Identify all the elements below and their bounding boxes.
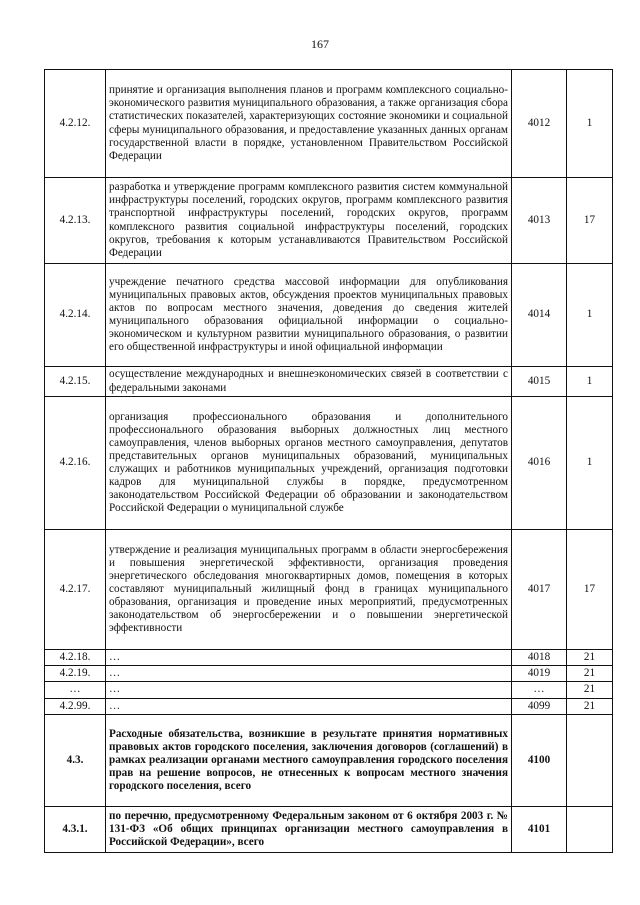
row-code: 4.2.17. [45, 530, 106, 650]
table-row [45, 666, 613, 682]
row-line-number: … [512, 682, 567, 699]
row-description: Расходные обязательства, возникшие в результате принятия нормативных правовых актов городского поселения, заключения договоров (соглашений) в рамках реализации органами местного самоуправления городского поселения прав на решение вопросов, не отнесенных к вопросам местного значения городского поселения, всего [106, 715, 512, 807]
row-count: 21 [567, 699, 613, 715]
row-count: 17 [567, 530, 613, 650]
row-code: 4.3. [45, 715, 106, 807]
row-count: 17 [567, 178, 613, 264]
row-line-number: 4016 [512, 397, 567, 530]
row-description: организация профессионального образования и дополнительного профессионального образования выборных должностных лиц местного самоуправления, членов выборных органов местного самоуправления, депутатов представительных органов муниципальных образований, муниципальных служащих и работников муниципальных учреждений, организация подготовки кадров для муниципальной службы в порядке, предусмотренном законодательством Российской Федерации об образовании и законодательством Российской Федерации о муниципальной службе [106, 397, 512, 530]
table-row [45, 715, 613, 807]
row-description: … [106, 699, 512, 715]
table-row [45, 530, 613, 650]
row-code: 4.2.16. [45, 397, 106, 530]
row-line-number: 4013 [512, 178, 567, 264]
obligations-table [44, 69, 613, 853]
row-description: осуществление международных и внешнеэкономических связей в соответствии с федеральными законами [106, 367, 512, 397]
row-description: … [106, 682, 512, 699]
row-code: 4.2.12. [45, 70, 106, 178]
row-count: 1 [567, 70, 613, 178]
row-line-number: 4017 [512, 530, 567, 650]
row-description: принятие и организация выполнения планов и программ комплексного социально-экономического развития муниципального образования, а также организация сбора статистических показателей, характеризующих состояние экономики и социальной сферы муниципального образования, и предоставление указанных данных органам государственной власти в порядке, установленном Правительством Российской Федерации [106, 70, 512, 178]
row-code: 4.2.13. [45, 178, 106, 264]
row-line-number: 4012 [512, 70, 567, 178]
table-row [45, 682, 613, 699]
row-count [567, 807, 613, 853]
table-row [45, 699, 613, 715]
row-count: 1 [567, 367, 613, 397]
row-description: … [106, 650, 512, 666]
table-row [45, 70, 613, 178]
row-line-number: 4018 [512, 650, 567, 666]
row-code: 4.2.14. [45, 264, 106, 367]
row-count [567, 715, 613, 807]
row-code: 4.2.15. [45, 367, 106, 397]
row-description: утверждение и реализация муниципальных программ в области энергосбережения и повышения энергетической эффективности, организация проведения энергетического обследования многоквартирных домов, помещения в которых составляют муниципальный жилищный фонд в границах муниципального образования, организация и проведение иных мероприятий, предусмотренных законодательством об энергосбережении и о повышении энергетической эффективности [106, 530, 512, 650]
row-description: учреждение печатного средства массовой информации для опубликования муниципальных правовых актов, обсуждения проектов муниципальных правовых актов по вопросам местного значения, доведения до сведения жителей муниципального образования официальной информации о социально-экономическом и культурном развитии муниципального образования, о развитии его общественной инфраструктуры и иной официальной информации [106, 264, 512, 367]
row-line-number: 4101 [512, 807, 567, 853]
row-count: 1 [567, 397, 613, 530]
table-row [45, 178, 613, 264]
row-line-number: 4099 [512, 699, 567, 715]
row-line-number: 4019 [512, 666, 567, 682]
row-count: 21 [567, 682, 613, 699]
row-code: 4.2.18. [45, 650, 106, 666]
row-code: … [45, 682, 106, 699]
row-line-number: 4014 [512, 264, 567, 367]
row-description: … [106, 666, 512, 682]
row-code: 4.3.1. [45, 807, 106, 853]
row-count: 21 [567, 650, 613, 666]
table-row [45, 264, 613, 367]
row-description: по перечню, предусмотренному Федеральным законом от 6 октября 2003 г. № 131-ФЗ «Об общих принципах организации местного самоуправления в Российской Федерации», всего [106, 807, 512, 853]
page-number: 167 [311, 37, 329, 51]
row-count: 21 [567, 666, 613, 682]
row-code: 4.2.19. [45, 666, 106, 682]
table-row [45, 367, 613, 397]
row-count: 1 [567, 264, 613, 367]
table-row [45, 807, 613, 853]
row-line-number: 4015 [512, 367, 567, 397]
table-row [45, 650, 613, 666]
row-description: разработка и утверждение программ комплексного развития систем коммунальной инфраструктуры поселений, городских округов, программ комплексного развития транспортной инфраструктуры поселений, городских округов, программ комплексного развития социальной инфраструктуры поселений, городских округов, требования к которым устанавливаются Правительством Российской Федерации [106, 178, 512, 264]
row-line-number: 4100 [512, 715, 567, 807]
table-row [45, 397, 613, 530]
row-code: 4.2.99. [45, 699, 106, 715]
